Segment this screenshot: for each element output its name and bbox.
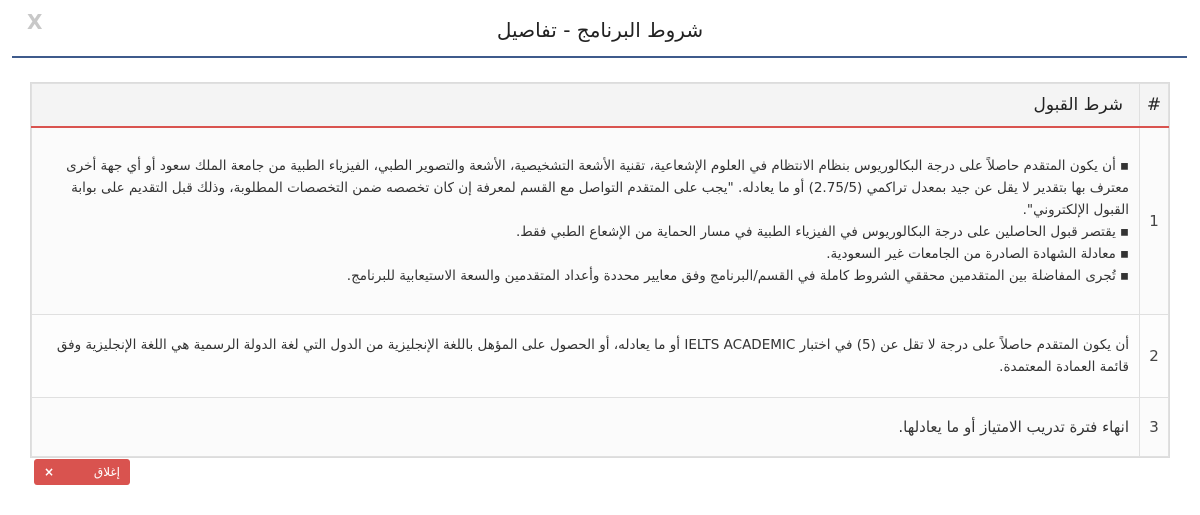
condition-item — [52, 155, 1129, 221]
conditions-table — [30, 82, 1170, 458]
table-row — [32, 398, 1169, 457]
row-number: 3 — [1140, 398, 1169, 457]
condition-text: معادلة الشهادة الصادرة من الجامعات غير السعودية. — [826, 246, 1116, 262]
condition-cell: أن يكون المتقدم حاصلاً على درجة لا تقل عن (5) في اختبار IELTS ACADEMIC أو ما يعادله، أو الحصول على المؤهل باللغة الإنجليزية من الدول التي لغة الدولة الرسمية هي اللغة الإنجليزية وفق قائمة العمادة المعتمدة. — [32, 315, 1140, 398]
close-x-icon: × — [44, 465, 55, 479]
bullet-icon: ▪ — [1119, 158, 1129, 174]
condition-item — [52, 221, 1129, 243]
condition-text: تُجرى المفاضلة بين المتقدمين محققي الشروط كاملة في القسم/البرنامج وفق معايير محددة وأعداد المتقدمين والسعة الاستيعابية للبرنامج. — [346, 268, 1116, 284]
table-row — [32, 315, 1169, 398]
close-icon[interactable]: X — [27, 10, 43, 34]
modal-title: شروط البرنامج - تفاصيل — [496, 18, 704, 42]
condition-item — [52, 243, 1129, 265]
close-button[interactable] — [34, 459, 130, 485]
bullet-icon: ▪ — [1119, 246, 1129, 262]
condition-item — [52, 265, 1129, 287]
condition-cell — [32, 127, 1140, 315]
table-row — [32, 127, 1169, 315]
row-number: 1 — [1140, 127, 1169, 315]
bullet-icon: ▪ — [1119, 268, 1129, 284]
header-condition: شرط القبول — [32, 84, 1140, 128]
header-number: # — [1140, 84, 1169, 128]
condition-text: يقتصر قبول الحاصلين على درجة البكالوريوس في الفيزياء الطبية في مسار الحماية من الإشعاع الطبي فقط. — [515, 224, 1116, 240]
condition-text: أن يكون المتقدم حاصلاً على درجة البكالوريوس بنظام الانتظام في العلوم الإشعاعية، تقنية الأشعة التشخيصية، الأشعة والتصوير الطبي، الفيزياء الطبية من جامعة الملك سعود أو أي جهة أخرى معترف بها بتقدير لا يقل عن جيد بمعدل تراكمي (2.75/5) أو ما يعادله. "يجب على المتقدم التواصل مع القسم لمعرفة إن كان تخصصه ضمن التخصصات المطلوبة، وذلك قبل التقديم على بوابة القبول الإلكتروني". — [66, 158, 1129, 218]
bullet-icon: ▪ — [1119, 224, 1129, 240]
table-header-row — [32, 84, 1169, 128]
row-number: 2 — [1140, 315, 1169, 398]
condition-cell: انهاء فترة تدريب الامتياز أو ما يعادلها. — [32, 398, 1140, 457]
close-button-label: إغلاق — [93, 465, 120, 479]
title-divider — [12, 56, 1187, 58]
